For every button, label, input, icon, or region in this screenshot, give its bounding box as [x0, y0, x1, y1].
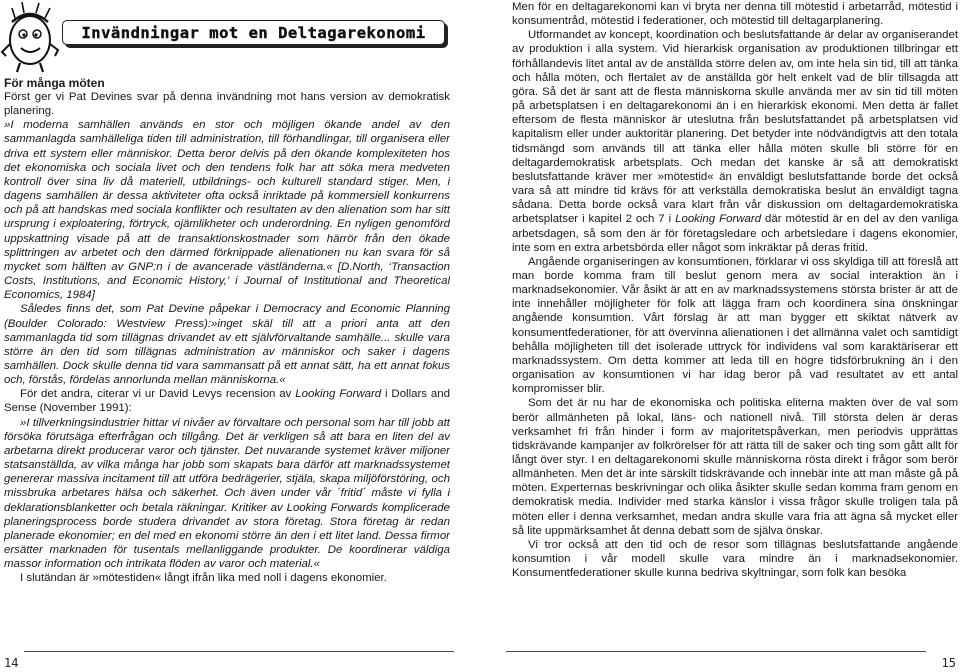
conclusion-paragraph: I slutändan är »mötestiden« långt ifrån lika med noll i dagens ekonomier. [20, 572, 387, 585]
page-number-left: 14 [4, 656, 19, 670]
right-column [512, 0, 958, 644]
intro-paragraph: Först ger vi Pat Devines svar på denna invändning mot hans version av demokratisk planering. [4, 91, 450, 118]
devine-quote: »I moderna samhällen används en stor och möjligen ökande andel av den sammanlagda samhälleliga tiden till administration, till förhandlingar, till organisera eller driva ett system eller människor. Detta beror delvis på den ökande komplexiteten hos det ekonomiska och sociala livet och den tendens folk har att söka mera medveten kontroll över sina liv då materiell, utbildnings- och kulturell standard stiger. Men, i dagens samhällen är dessa aktiviteter ofta också inriktade på kommersiell konkurrens och på att handskas med sociala konflikter och resultaten av den alienation som har sitt ursprung i exploatering, förtryck, ojämlikheter och underordning. En nyligen genomförd uppskattning visade på att de transaktionskostnader som härrör från den ökade splittringen av arbetet och den därmed förknippade alienationen nu kan svara för så mycket som hälften av GNP:n i de avancerade västländerna.« [D.North, ‘Transaction Costs, Institutions, and Economic History,’ i Journal of Institutional and Theoretical Economics, 1984] [4, 119, 450, 302]
devine-paragraph: Således finns det, som Pat Devine påpekar i Democracy and Economic Planning (Boulder Colorado: Westview Press):»inget skäl till att a priori anta att den sammanlagda tid som tillägnas drivandet av ett självförvaltande samhälle... skulle vara större än den tid som tillägnas administration av människor och saker i dagens samhällen. Dock skulle denna tid vara sammansatt på ett annat sätt, ha ett annat fokus och, förstås, fördelas annorlunda mellan människorna.« [4, 303, 450, 387]
footer-rule-left [24, 651, 454, 652]
levy-intro-paragraph: För det andra, citerar vi ur David Levys recension av Looking Forward i Dollars and Sense (November 1991): [4, 388, 450, 415]
section-heading: För många möten [4, 76, 105, 90]
levy-quote: »I tillverkningsindustrier hittar vi nivåer av förvaltare och personal som har till jobb att försöka förutsäga efterfrågan och tillgång. Det är verkligen så att bara en liten del av arbetarna direkt producerar varor och tjänster. Det nuvarande systemet kräver miljoner statsanställda, av vilka många har jobb som skapats bara därför att marknadssystemet genererar massiva incitament till att utföra bedrägerier, stjäla, skapa miljöförstöring, och missbruka arbetares hälsa och säkerhet. Och även under vår ´fritid´ måste vi fylla i deklarationsblanketter och betala räkningar. Kritiker av Looking Forwards komplicerade planeringsprocess borde studera drivandet av stora företag. Stora företag är redan planerade ekonomier; en del med en ekonomi större än den i ett litet land. Dessa firmor ersätter marknaden för tusentals mellanliggande produkter. De koordinerar väldiga massor information och intrikata flöden av varor och material.« [4, 416, 450, 571]
right-paragraph-1: Men för en deltagarekonomi kan vi bryta ner denna till mötestid i arbetarråd, mötestid i konsumentråd, mötestid i federationer, och mötestid till deltagarplanering. [512, 1, 958, 28]
footer-rule-right [506, 651, 926, 652]
mascot-cup-icon [0, 0, 62, 74]
page-number-right: 15 [941, 656, 956, 670]
right-paragraph-4: Som det är nu har de ekonomiska och politiska eliterna makten över de val som berör allmänheten på lokal, läns- och nationell nivå. Till största delen är deras verksamhet fri från hinder i form av majoritetspåverkan, men periodvis upprättas tidskrävande kampanjer av folkrörelser för att rätta till de saker och ting som gått allt för långt över styr. I en deltagarekonomi skulle människorna rösta direkt i frågor som berör allmänheten. Men det är inte särskilt tidskrävande och innebär inte att man måste gå på möten. Experternas beskrivningar och olika åsikter skulle sedan komma fram genom en demokratisk media. Individer med starka känslor i vissa frågor skulle troligen tala på möten eller i denna verksamhet, medan andra skulle vara fria att ägna så mycket eller så lite uppmärksamhet åt denna debatt som de själva önskar. [512, 397, 958, 537]
right-paragraph-3: Angående organiseringen av konsumtionen, förklarar vi oss skyldiga till att föreslå att man borde komma fram till beslut genom mera av social interaktion än i marknadsekonomier. Vår åsikt är att en av marknadssystemens största brister är att de inte innehåller möjligheter för folk att lägga fram och koordinera sina önskningar angående konsumtion. Vårt förslag är att man bygger ett skiktat nätverk av konsumentfederationer, för att övervinna alienationen i det allmänna valet och samtidigt behålla möjligheten till det isolerade uttryck för individens val som karaktäriserar ett marknadssystem. Om detta kommer att leda till en högre tidsförbrukning än i den organisation av konsumtionen vi har idag beror på vad resultatet av ett antal kompromisser blir. [512, 255, 958, 396]
right-paragraph-5: Vi tror också att den tid och de resor som tillägnas beslutsfattande angående konsumtion i vår modell skulle vara mindre än i marknadsekonomier. Konsumentfederationer skulle kunna bedriva skyltningar, som folk kan besöka [512, 538, 958, 580]
section-banner [62, 20, 445, 45]
right-paragraph-2: Utformandet av koncept, koordination och beslutsfattande är delar av organiserandet av produktion i alla system. Vid hierarkisk organisation av produktionen tillbringar ett förhållandevis litet antal av de anställda större delen av, om inte hela sin tid, till att tänka och hålla möten, och flertalet av de anställda gör helt enkelt vad de blir tillsagda att göra. Så det är sant att de flesta människorna skulle använda mer av sin tid till möten på arbetsplatsen i en deltagarekonomi än i en hierarkisk ekonomi. Men detta är fallet eftersom de flesta människor är uteslutna från beslutsfattandet på arbetsplatsen vid kapitalism eller under auktoritär planering. Det betyder inte nödvändigtvis att den totala tidsmängd som används till att tänka eller hålla möten skulle bli större för en deltagardemokratisk arbetsplats. Och medan det kanske är så att demokratiskt beslutsfattande kräver mer »mötestid« än enväldigt beslutsfattande borde det också vara så att mindre tid krävs för att verkställa demokratiska beslut än enväldigt tagna sådana. Detta borde också vara klart från vår diskussion om deltagardemokratiska arbetsplatser i kapitel 2 och 7 i Looking Forward där mötestid är en del av den vanliga arbetsdagen, så som den är för företagsledare och arbetsledare i dagens ekonomier, inte som en extra arbetsbörda eller något som inkräktar på deras fritid. [512, 29, 958, 254]
left-column [4, 76, 450, 642]
banner-title: Invändningar mot en Deltagarekonomi [81, 23, 426, 42]
